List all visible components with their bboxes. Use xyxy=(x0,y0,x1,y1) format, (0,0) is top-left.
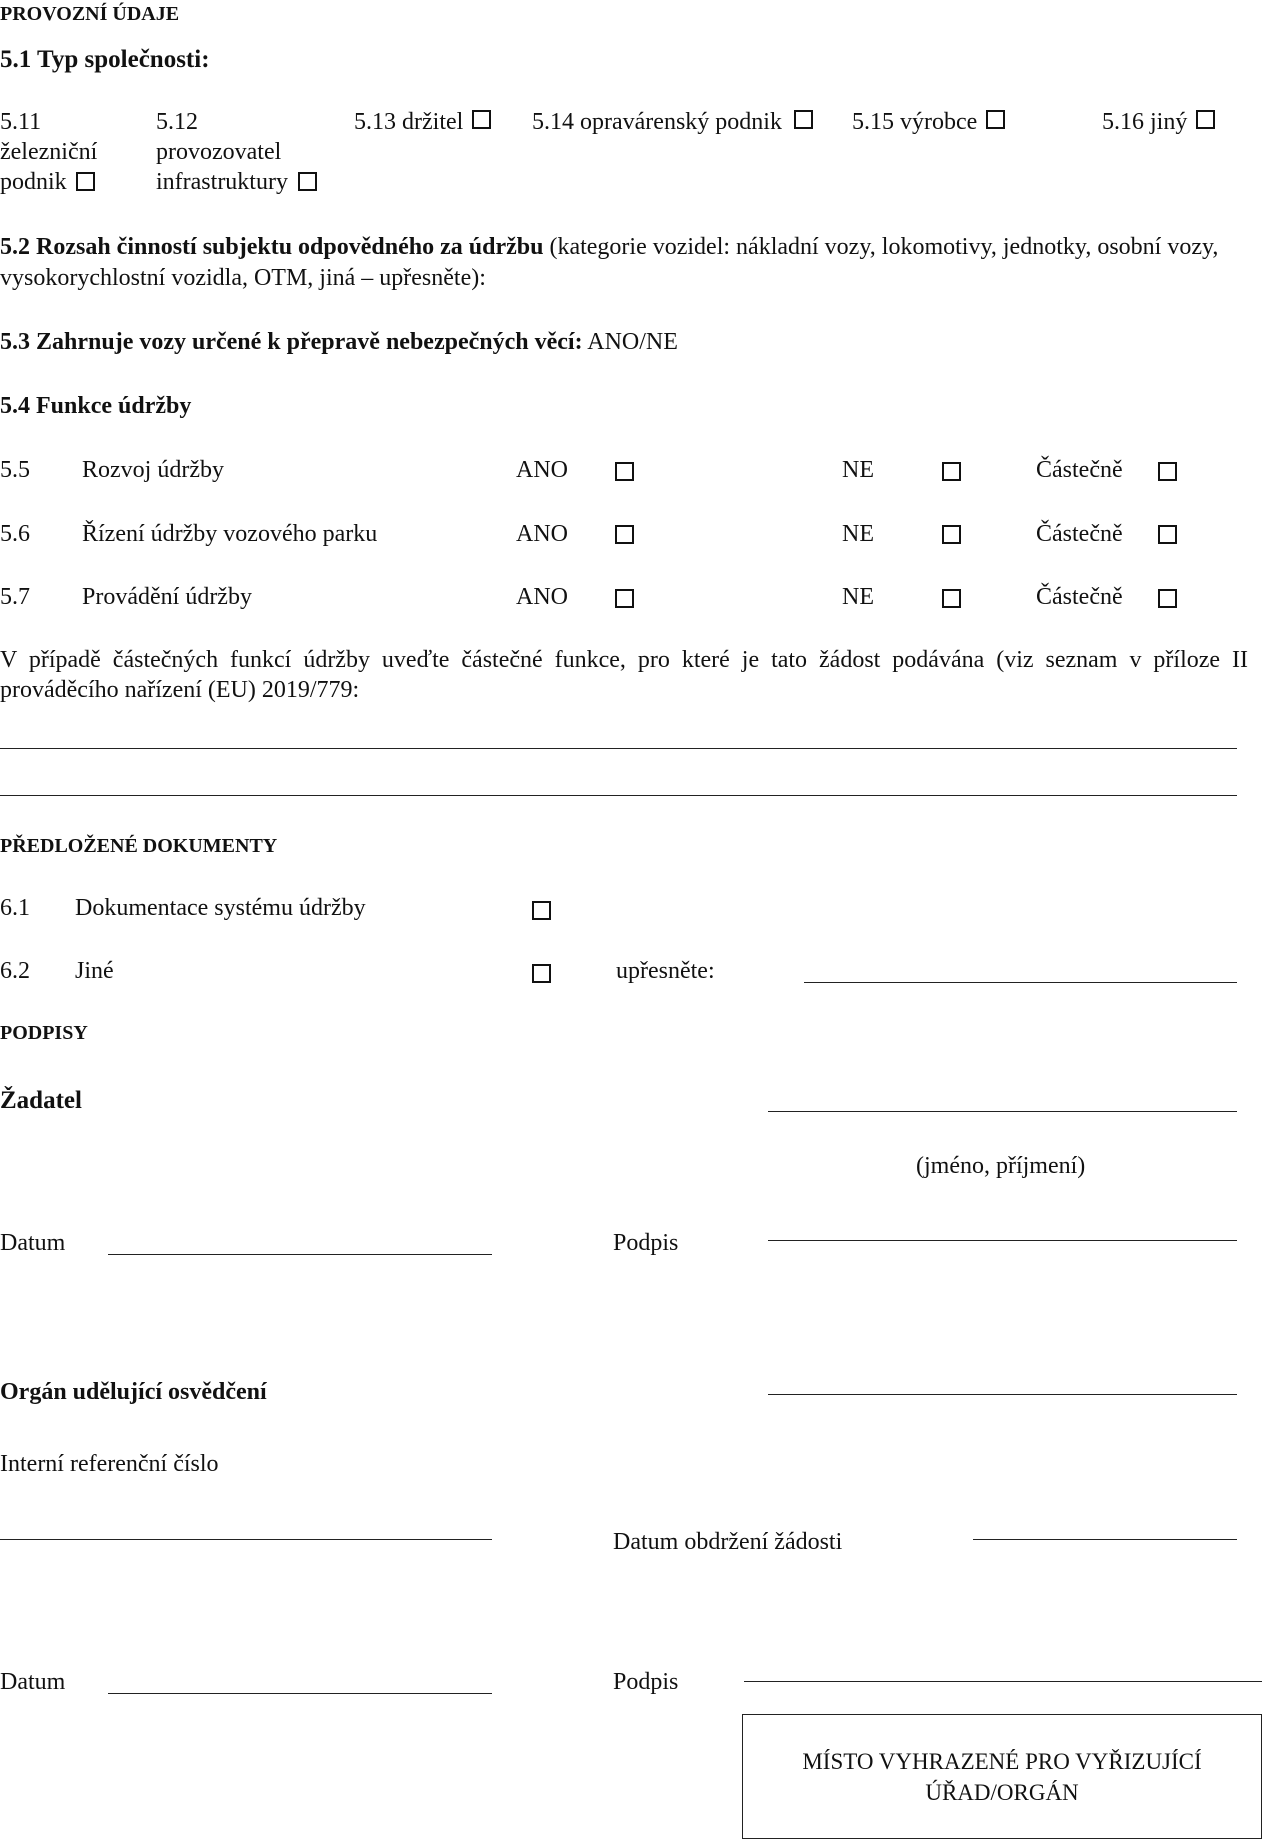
no-label: NE xyxy=(842,457,874,483)
scope-line-2: vysokorychlostní vozidla, OTM, jiná – upřesněte): xyxy=(0,265,486,291)
maintenance-system-documentation-checkbox[interactable] xyxy=(532,901,551,920)
specify-input-line[interactable] xyxy=(804,982,1237,983)
infrastructure-manager-checkbox[interactable] xyxy=(298,172,317,191)
applicant-title: Žadatel xyxy=(0,1087,82,1114)
other-documents-checkbox[interactable] xyxy=(532,964,551,983)
company-type-label-line: provozovatel xyxy=(156,139,282,165)
company-type-code: 5.11 xyxy=(0,109,42,135)
received-date-label: Datum obdržení žádosti xyxy=(613,1529,843,1555)
authority-date-line[interactable] xyxy=(108,1693,492,1694)
maintenance-development-no-checkbox[interactable] xyxy=(942,462,961,481)
applicant-name-line[interactable] xyxy=(768,1111,1237,1112)
company-type-label-line: podnik xyxy=(0,169,67,195)
dangerous-goods-question: 5.3 Zahrnuje vozy určené k přepravě nebezpečných věcí: xyxy=(0,329,583,355)
document-code: 6.1 xyxy=(0,895,30,921)
company-type-label: 5.15 výrobce xyxy=(852,109,978,135)
partial-functions-input-line[interactable] xyxy=(0,748,1237,749)
authority-name-line[interactable] xyxy=(768,1394,1237,1395)
other-type-checkbox[interactable] xyxy=(1196,110,1215,129)
function-code: 5.7 xyxy=(0,584,30,610)
applicant-name-hint: (jméno, příjmení) xyxy=(916,1153,1086,1179)
function-label: Rozvoj údržby xyxy=(82,457,224,483)
specify-label: upřesněte: xyxy=(616,958,715,984)
partial-label: Částečně xyxy=(1036,457,1123,483)
manufacturer-checkbox[interactable] xyxy=(986,110,1005,129)
company-type-heading: 5.1 Typ společnosti: xyxy=(0,46,210,73)
function-label: Řízení údržby vozového parku xyxy=(82,521,378,547)
function-code: 5.5 xyxy=(0,457,30,483)
functions-heading: 5.4 Funkce údržby xyxy=(0,393,192,419)
partial-label: Částečně xyxy=(1036,584,1123,610)
company-type-code: 5.12 xyxy=(156,109,198,135)
reserved-office-box xyxy=(742,1714,1262,1839)
document-label: Dokumentace systému údržby xyxy=(75,895,366,921)
maintenance-development-yes-checkbox[interactable] xyxy=(615,462,634,481)
reserved-office-text: MÍSTO VYHRAZENÉ PRO VYŘIZUJÍCÍ xyxy=(802,1748,1202,1774)
partial-functions-note: V případě částečných funkcí údržby uveďte částečné funkce, pro které je tato žádost podávána (viz seznam v příloze II xyxy=(0,647,1248,673)
maintenance-delivery-yes-checkbox[interactable] xyxy=(615,589,634,608)
company-type-label: 5.16 jiný xyxy=(1102,109,1188,135)
maintenance-delivery-partial-checkbox[interactable] xyxy=(1158,589,1177,608)
document-label: Jiné xyxy=(75,958,114,984)
fleet-maintenance-management-yes-checkbox[interactable] xyxy=(615,525,634,544)
partial-functions-note-cont: prováděcího nařízení (EU) 2019/779: xyxy=(0,677,360,703)
scope-categories: (kategorie vozidel: nákladní vozy, lokomotivy, jednotky, osobní vozy, xyxy=(543,234,1219,260)
maintenance-development-partial-checkbox[interactable] xyxy=(1158,462,1177,481)
dangerous-goods-line xyxy=(0,328,678,357)
authority-signature-label: Podpis xyxy=(613,1669,679,1695)
no-label: NE xyxy=(842,584,874,610)
section-heading-documents: PŘEDLOŽENÉ DOKUMENTY xyxy=(0,835,278,857)
partial-functions-input-line[interactable] xyxy=(0,795,1237,796)
authority-signature-line[interactable] xyxy=(744,1681,1262,1682)
dangerous-goods-answer: ANO/NE xyxy=(582,329,678,355)
applicant-signature-line[interactable] xyxy=(768,1240,1237,1241)
fleet-maintenance-management-no-checkbox[interactable] xyxy=(942,525,961,544)
fleet-maintenance-management-partial-checkbox[interactable] xyxy=(1158,525,1177,544)
applicant-date-label: Datum xyxy=(0,1230,66,1256)
authority-title: Orgán udělující osvědčení xyxy=(0,1379,267,1405)
keeper-checkbox[interactable] xyxy=(472,110,491,129)
railway-undertaking-checkbox[interactable] xyxy=(76,172,95,191)
internal-reference-line[interactable] xyxy=(0,1539,492,1540)
internal-reference-label: Interní referenční číslo xyxy=(0,1451,219,1477)
partial-label: Částečně xyxy=(1036,521,1123,547)
scope-heading: 5.2 Rozsah činností subjektu odpovědného za údržbu xyxy=(0,234,544,260)
applicant-date-line[interactable] xyxy=(108,1254,492,1255)
function-label: Provádění údržby xyxy=(82,584,252,610)
repair-workshop-checkbox[interactable] xyxy=(794,110,813,129)
authority-date-label: Datum xyxy=(0,1669,66,1695)
company-type-label: 5.14 opravárenský podnik xyxy=(532,109,782,135)
yes-label: ANO xyxy=(516,457,568,483)
company-type-label-line: infrastruktury xyxy=(156,169,288,195)
company-type-label-line: železniční xyxy=(0,139,98,165)
company-type-label: 5.13 držitel xyxy=(354,109,464,135)
scope-line-1 xyxy=(0,233,1218,262)
applicant-signature-label: Podpis xyxy=(613,1230,679,1256)
maintenance-delivery-no-checkbox[interactable] xyxy=(942,589,961,608)
function-code: 5.6 xyxy=(0,521,30,547)
no-label: NE xyxy=(842,521,874,547)
yes-label: ANO xyxy=(516,584,568,610)
section-heading-signatures: PODPISY xyxy=(0,1022,88,1044)
yes-label: ANO xyxy=(516,521,568,547)
received-date-line[interactable] xyxy=(973,1539,1237,1540)
section-heading-operational: PROVOZNÍ ÚDAJE xyxy=(0,3,180,25)
reserved-office-text: ÚŘAD/ORGÁN xyxy=(925,1779,1079,1805)
document-code: 6.2 xyxy=(0,958,30,984)
